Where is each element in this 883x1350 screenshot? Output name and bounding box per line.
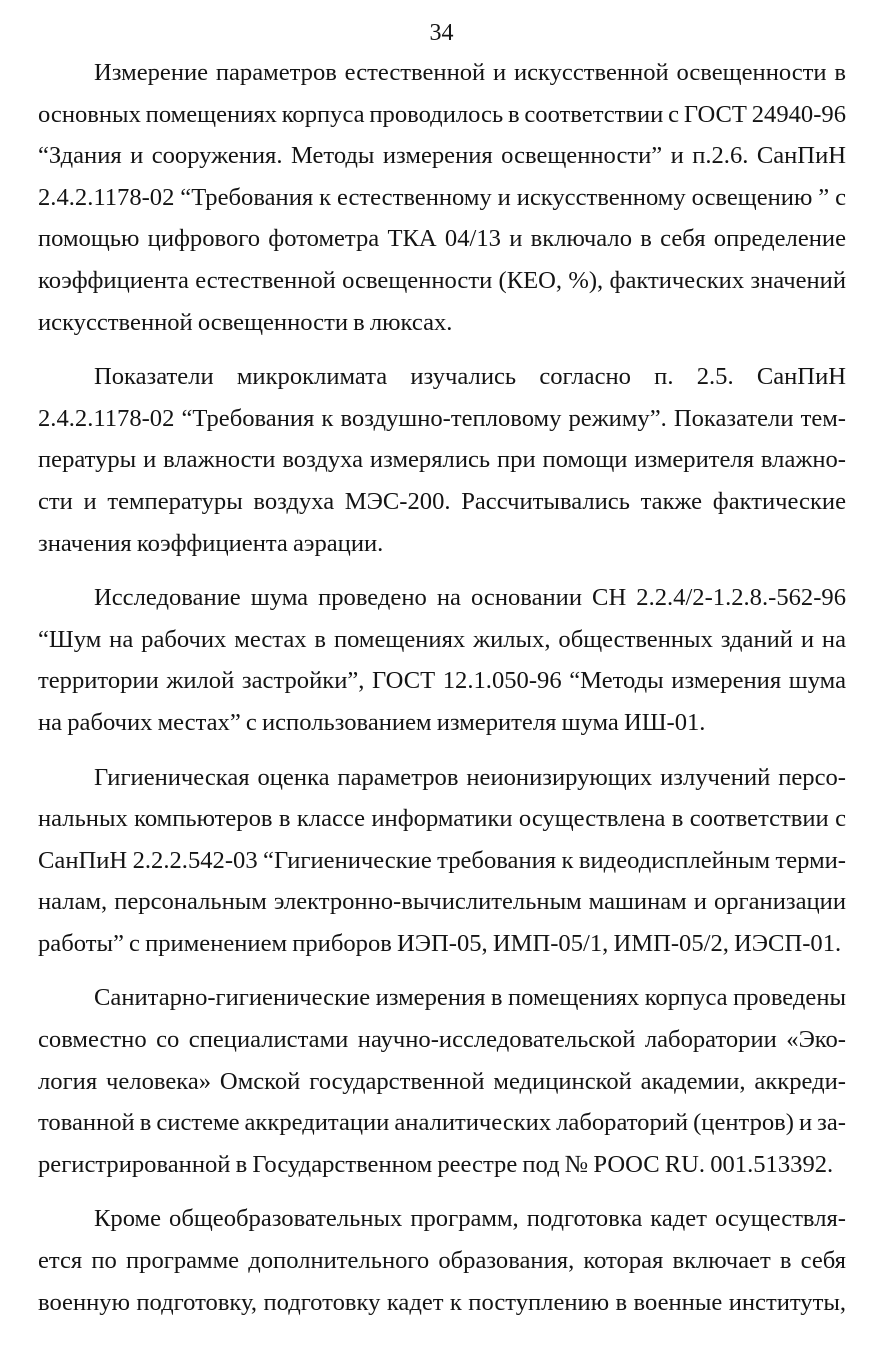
text-line: военную подготовку, подготовку кадет к поступлению в военные институты,: [38, 1288, 846, 1316]
body-text: [38, 52, 846, 1336]
text-line: помощью цифрового фотометра ТКА 04/13 и включало в себя определение: [38, 225, 846, 253]
text-line: “Шум на рабочих местах в помещениях жилых, общественных зданий и на: [38, 625, 846, 653]
text-line: совместно со специалистами научно-исследовательской лаборатории «Эко-: [38, 1026, 846, 1054]
paragraph-measurements: [38, 977, 846, 1185]
text-line: сти и температуры воздуха МЭС-200. Рассчитывались также фактические: [38, 487, 846, 515]
text-line: Гигиеническая оценка параметров неионизирующих излучений персо-: [94, 763, 846, 791]
paragraph-lighting: [38, 52, 846, 343]
text-line: искусственной освещенности в люксах.: [38, 308, 453, 336]
text-line: логия человека» Омской государственной медицинской академии, аккреди-: [38, 1067, 846, 1095]
text-line: работы” с применением приборов ИЭП-05, ИМП-05/1, ИМП-05/2, ИЭСП-01.: [38, 929, 842, 957]
page-number: 34: [429, 20, 454, 46]
text-line: Санитарно-гигиенические измерения в помещениях корпуса проведены: [94, 984, 846, 1012]
text-line: пературы и влажности воздуха измерялись при помощи измерителя влажно-: [38, 446, 846, 474]
paragraph-noise: [38, 577, 846, 743]
text-line: “Здания и сооружения. Методы измерения освещенности” и п.2.6. СанПиН: [38, 142, 846, 170]
text-line: значения коэффициента аэрации.: [38, 529, 384, 557]
text-line: коэффициента естественной освещенности (КЕО, %), фактических значений: [38, 266, 846, 294]
text-line: Показатели микроклимата изучались согласно п. 2.5. СанПиН: [94, 363, 846, 391]
paragraph-programs: [38, 1198, 846, 1323]
text-line: Исследование шума проведено на основании СН 2.2.4/2-1.2.8.-562-96: [94, 584, 846, 612]
text-line: СанПиН 2.2.2.542-03 “Гигиенические требования к видеодисплейным терми-: [38, 846, 846, 874]
text-line: регистрированной в Государственном реестре под № РООС RU. 001.513392.: [38, 1150, 834, 1178]
text-line: Измерение параметров естественной и искусственной освещенности в: [94, 59, 846, 86]
text-line: налам, персональным электронно-вычислительным машинам и организации: [38, 888, 846, 916]
text-line: 2.4.2.1178-02 “Требования к воздушно-тепловому режиму”. Показатели тем-: [38, 404, 846, 432]
text-line: 2.4.2.1178-02 “Требования к естественному и искусственному освещению ” с: [38, 183, 846, 211]
paragraph-microclimate: [38, 356, 846, 564]
text-line: ется по программе дополнительного образования, которая включает в себя: [38, 1247, 846, 1275]
text-line: основных помещениях корпуса проводилось в соответствии с ГОСТ 24940-96: [38, 100, 846, 128]
text-line: тованной в системе аккредитации аналитических лабораторий (центров) и за-: [38, 1109, 846, 1137]
text-line: Кроме общеобразовательных программ, подготовка кадет осуществля-: [94, 1205, 846, 1233]
paragraph-radiation: [38, 757, 846, 965]
text-line: территории жилой застройки”, ГОСТ 12.1.050-96 “Методы измерения шума: [38, 667, 846, 695]
text-line: на рабочих местах” с использованием измерителя шума ИШ-01.: [38, 708, 706, 736]
text-line: нальных компьютеров в классе информатики осуществлена в соответствии с: [38, 805, 846, 833]
